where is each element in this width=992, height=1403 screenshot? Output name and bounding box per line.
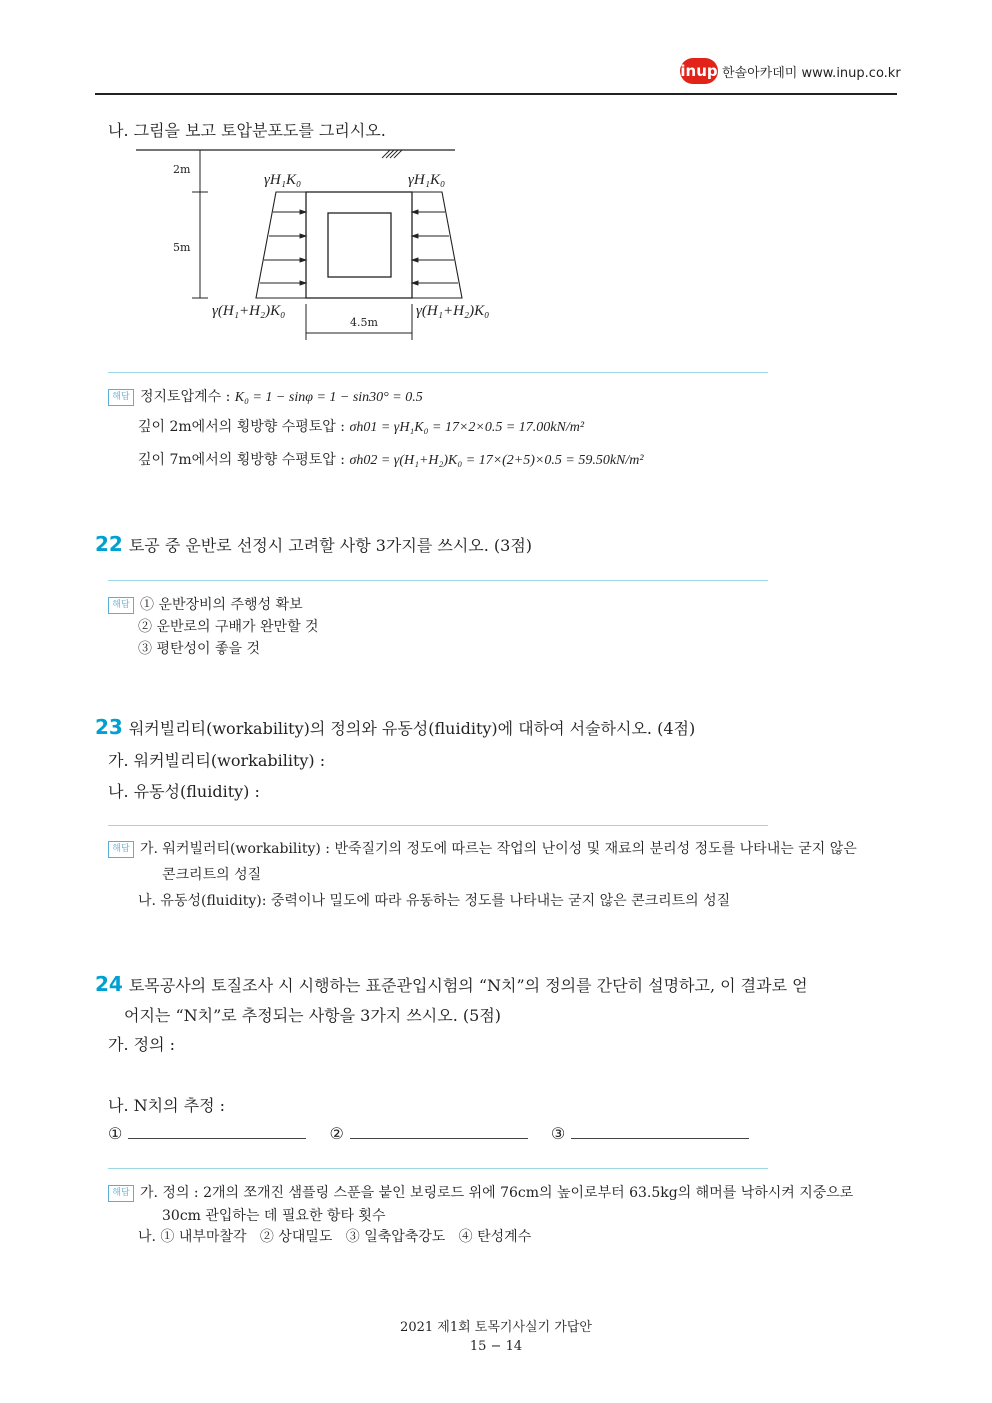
answer-line-3: 깊이 7m에서의 횡방향 수평토압 : σh02 = γ(H₁+H₂)K₀ = 17×(2+5)×0.5 = 59.50kN/m² [138, 452, 644, 468]
q24-sub-b: 나. N치의 추정 : [108, 1096, 226, 1115]
question-number: 22 [95, 532, 123, 556]
separator [108, 1168, 768, 1169]
q24-answer-a-cont: 30cm 관입하는 데 필요한 항타 횟수 [162, 1208, 386, 1224]
question-number: 23 [95, 715, 123, 739]
right-pressure-diagram [412, 192, 462, 298]
left-pressure-arrows [260, 210, 306, 285]
blank-line-1[interactable] [128, 1124, 306, 1139]
q24-answer-a: 해답 가. 정의 : 2개의 쪼개진 샘플링 스푼을 붙인 보링로드 위에 76cm의 높이로부터 63.5kg의 해머를 낙하시켜 지중으로 [108, 1182, 853, 1202]
blank-line-2[interactable] [350, 1124, 528, 1139]
q23-answer-a-cont: 콘크리트의 성질 [162, 867, 262, 883]
question-23: 23 워커빌리티(workability)의 정의와 유동성(fluidity)에 대하여 서술하시오. (4점) [95, 715, 696, 739]
question-24-cont: 어지는 “N치”로 추정되는 사항을 3가지 쓰시오. (5점) [124, 1006, 502, 1025]
dim-width-label: 4.5m [350, 316, 378, 329]
right-pressure-arrows [412, 210, 458, 285]
q22-answer-1: 해답 ① 운반장비의 주행성 확보 [108, 594, 303, 614]
question-22: 22 토공 중 운반로 선정시 고려할 사항 3가지를 쓰시오. (3점) [95, 532, 533, 556]
dim-side-label: 5m [173, 241, 191, 254]
answer-badge: 해답 [108, 1185, 134, 1202]
question-24: 24 토목공사의 토질조사 시 시행하는 표준관입시험의 “N치”의 정의를 간단히 설명하고, 이 결과로 얻 [95, 972, 808, 996]
q24-answer-blanks: ① ② ③ [108, 1124, 767, 1143]
separator [108, 580, 768, 581]
q24-sub-a: 가. 정의 : [108, 1035, 176, 1054]
q23-answer-b: 나. 유동성(fluidity): 중력이나 밀도에 따라 유동하는 정도를 나타내는 굳지 않은 콘크리트의 성질 [138, 893, 731, 909]
q22-answer-3: ③ 평탄성이 좋을 것 [138, 641, 261, 657]
label-bottom-right: γ(H₁+H₂)K₀ [416, 303, 490, 319]
q24-answer-b: 나. ① 내부마찰각 ② 상대밀도 ③ 일축압축강도 ④ 탄성계수 [138, 1229, 532, 1245]
answer-line-1: 해답 정지토압계수 : K₀ = 1 − sinφ = 1 − sin30° = 0.5 [108, 386, 423, 406]
q23-answer-a: 해답 가. 워커빌러티(workability) : 반죽질기의 정도에 따르는 작업의 난이성 및 재료의 분리성 정도를 나타내는 굳지 않은 [108, 838, 857, 858]
separator [108, 825, 768, 826]
answer-line-2: 깊이 2m에서의 횡방향 수평토압 : σh01 = γH₁K₀ = 17×2×0.5 = 17.00kN/m² [138, 419, 585, 435]
culvert-outer [306, 192, 412, 298]
answer-badge: 해답 [108, 389, 134, 406]
dim-top-label: 2m [173, 163, 191, 176]
culvert-inner [328, 213, 391, 277]
blank-line-3[interactable] [571, 1124, 749, 1139]
answer-badge: 해답 [108, 841, 134, 858]
q23-sub-b: 나. 유동성(fluidity) : [108, 782, 260, 801]
question-number: 24 [95, 972, 123, 996]
part-na-question: 나. 그림을 보고 토압분포도를 그리시오. [108, 121, 386, 140]
label-top-right: γH₁K₀ [408, 172, 446, 188]
footer-title: 2021 제1회 토목기사실기 가답안 [400, 1320, 592, 1335]
q22-answer-2: ② 운반로의 구배가 완만할 것 [138, 619, 319, 635]
page-number: 15 − 14 [469, 1339, 523, 1354]
left-pressure-diagram [256, 192, 306, 298]
label-top-left: γH₁K₀ [264, 172, 302, 188]
separator [108, 372, 768, 373]
label-bottom-left: γ(H₁+H₂)K₀ [212, 303, 286, 319]
answer-badge: 해답 [108, 597, 134, 614]
header-brand: 한솔아카데미 www.inup.co.kr [722, 66, 901, 81]
inup-logo: inup [680, 58, 718, 84]
header-rule [95, 93, 897, 95]
q23-sub-a: 가. 워커빌리티(workability) : [108, 751, 326, 770]
ground-hatch [382, 150, 402, 158]
